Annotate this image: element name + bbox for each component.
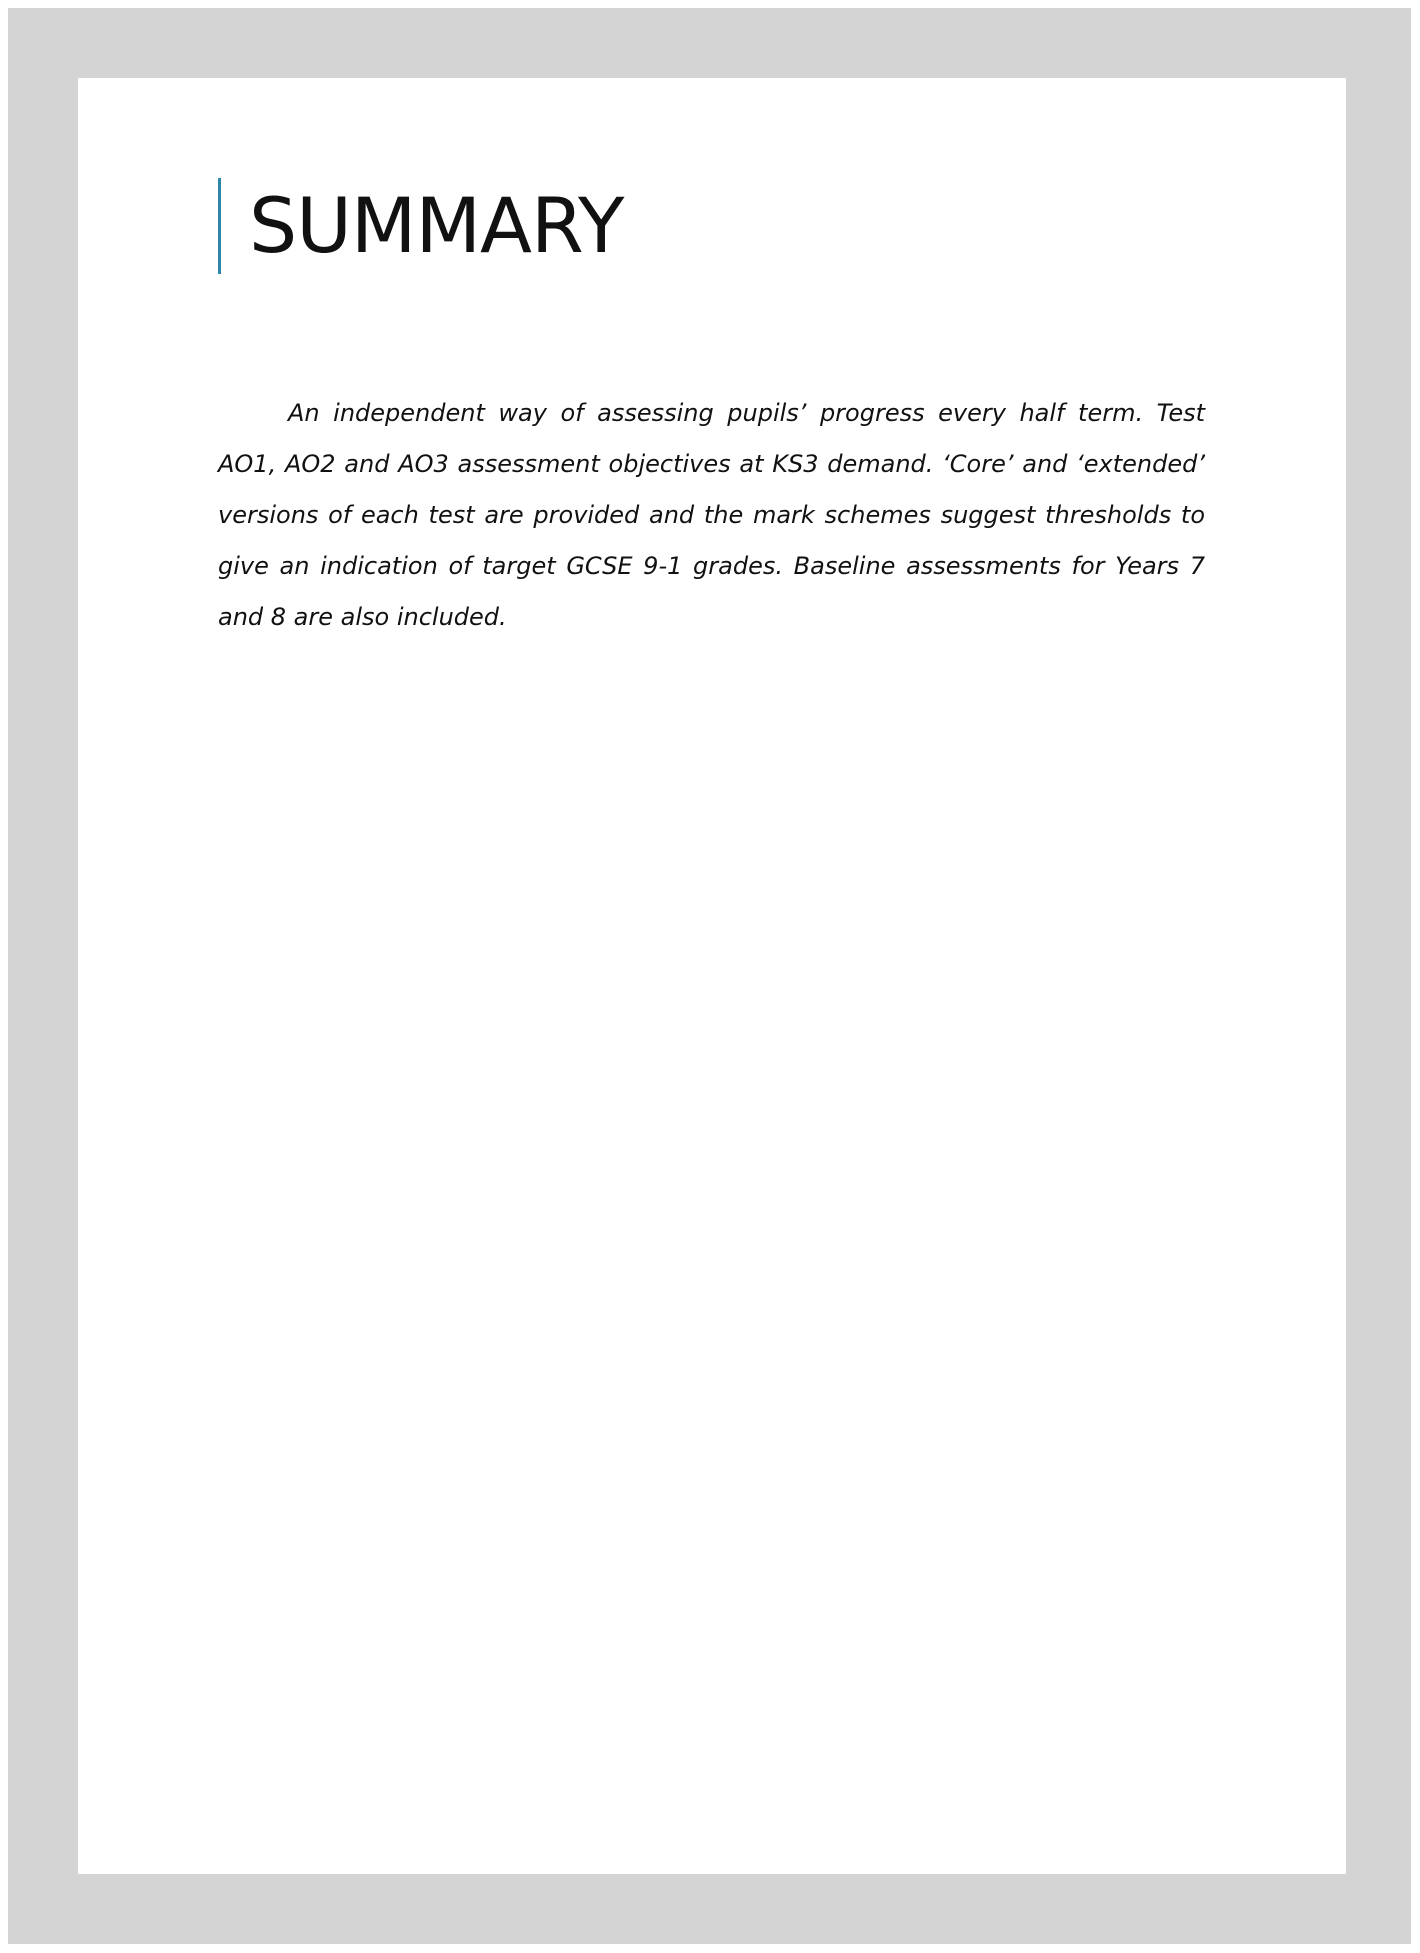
title-accent-bar [218, 178, 221, 274]
document-page [78, 78, 1346, 1874]
page-title: SUMMARY [249, 181, 624, 270]
summary-paragraph: An independent way of assessing pupils’ progress every half term. Test AO1, AO2 and AO3 assessment objectives at KS3 demand. ‘Core’ and ‘extended’ versions of each test are provided and the mark schemes suggest thresholds to give an indication of target GCSE 9-1 grades. Baseline assessments for Years 7 and 8 are also included. [218, 399, 1205, 631]
document-viewer [8, 8, 1411, 1944]
